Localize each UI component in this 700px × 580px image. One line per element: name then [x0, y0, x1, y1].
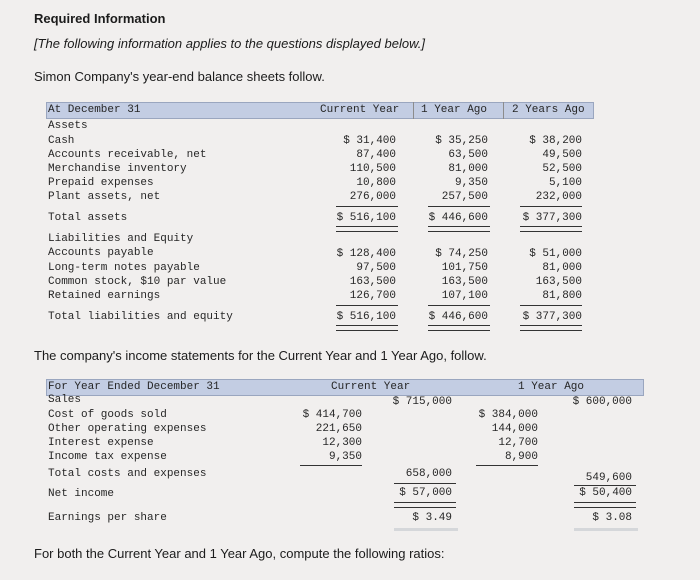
row-label: Plant assets, net	[48, 191, 161, 203]
cell-value: 12,700	[498, 437, 538, 449]
row-label: Accounts payable	[48, 247, 154, 259]
cell-value: 101,750	[441, 262, 488, 274]
double-rule	[428, 226, 490, 232]
sum-rule	[300, 465, 362, 466]
bs-col-1yr: 1 Year Ago	[421, 104, 488, 116]
row-label: Income tax expense	[48, 451, 167, 463]
sum-rule	[428, 305, 490, 306]
total-liab-value: $ 377,300	[522, 311, 582, 323]
footer-instruction: For both the Current Year and 1 Year Ago, compute the following ratios:	[34, 546, 445, 561]
double-rule	[336, 226, 398, 232]
cell-value: 221,650	[315, 423, 362, 435]
cell-value: 9,350	[454, 177, 488, 189]
sum-rule	[476, 465, 538, 466]
eps-underline	[394, 528, 458, 531]
cell-value: 12,300	[322, 437, 362, 449]
double-rule	[520, 226, 582, 232]
row-label: Retained earnings	[48, 290, 161, 302]
row-label: Common stock, $10 par value	[48, 276, 227, 288]
sum-rule	[394, 483, 456, 484]
cell-value: 87,400	[356, 149, 396, 161]
balance-intro: Simon Company's year-end balance sheets follow.	[34, 69, 325, 84]
total-liab-label: Total liabilities and equity	[48, 311, 233, 323]
info-note: [The following information applies to the questions displayed below.]	[34, 36, 425, 51]
row-label: Other operating expenses	[48, 423, 207, 435]
cell-value: $ 128,400	[336, 248, 396, 260]
eps-label: Earnings per share	[48, 512, 167, 524]
double-rule	[574, 502, 636, 508]
income-intro: The company's income statements for the Current Year and 1 Year Ago, follow.	[34, 348, 487, 363]
row-label: Prepaid expenses	[48, 177, 154, 189]
total-liab-value: $ 446,600	[428, 311, 488, 323]
header-divider	[413, 102, 414, 119]
cell-value: 144,000	[491, 423, 538, 435]
row-label: Cost of goods sold	[48, 409, 167, 421]
is-col-current: Current Year	[331, 381, 411, 393]
cell-value: 49,500	[542, 149, 582, 161]
bs-col-2yr: 2 Years Ago	[512, 104, 585, 116]
sales-current: $ 715,000	[392, 396, 452, 408]
cell-value: 10,800	[356, 177, 396, 189]
cell-value: 81,000	[448, 163, 488, 175]
row-label: Cash	[48, 135, 75, 147]
cell-value: 232,000	[535, 191, 582, 203]
cell-value: 9,350	[328, 451, 362, 463]
cell-value: 52,500	[542, 163, 582, 175]
total-assets-value: $ 377,300	[522, 212, 582, 224]
row-label: Long-term notes payable	[48, 262, 200, 274]
cell-value: 163,500	[349, 276, 396, 288]
double-rule	[520, 325, 582, 331]
total-costs-prior: 549,600	[585, 472, 632, 484]
row-label: Accounts receivable, net	[48, 149, 207, 161]
sum-rule	[520, 206, 582, 207]
total-assets-value: $ 446,600	[428, 212, 488, 224]
eps-underline	[574, 528, 638, 531]
row-label: Merchandise inventory	[48, 163, 187, 175]
cell-value: $ 51,000	[529, 248, 582, 260]
cell-value: 63,500	[448, 149, 488, 161]
cell-value: 81,800	[542, 290, 582, 302]
cell-value: 110,500	[349, 163, 396, 175]
sum-rule	[574, 485, 636, 486]
cell-value: 8,900	[504, 451, 538, 463]
sum-rule	[336, 305, 398, 306]
cell-value: 257,500	[441, 191, 488, 203]
cell-value: $ 31,400	[343, 135, 396, 147]
cell-value: $ 74,250	[435, 248, 488, 260]
cell-value: $ 38,200	[529, 135, 582, 147]
liab-heading: Liabilities and Equity	[48, 233, 194, 245]
net-income-current: $ 57,000	[399, 487, 452, 499]
cell-value: 163,500	[535, 276, 582, 288]
cell-value: $ 414,700	[302, 409, 362, 421]
cell-value: 81,000	[542, 262, 582, 274]
bs-col-current: Current Year	[320, 104, 400, 116]
cell-value: 163,500	[441, 276, 488, 288]
is-col-prior: 1 Year Ago	[518, 381, 585, 393]
cell-value: 276,000	[349, 191, 396, 203]
cell-value: 5,100	[548, 177, 582, 189]
required-info-heading: Required Information	[34, 11, 166, 26]
sales-label: Sales	[48, 394, 82, 406]
sum-rule	[428, 206, 490, 207]
total-costs-current: 658,000	[405, 468, 452, 480]
sum-rule	[336, 206, 398, 207]
row-label: Interest expense	[48, 437, 154, 449]
cell-value: $ 384,000	[478, 409, 538, 421]
net-income-prior: $ 50,400	[579, 487, 632, 499]
assets-heading: Assets	[48, 120, 88, 132]
double-rule	[428, 325, 490, 331]
cell-value: $ 35,250	[435, 135, 488, 147]
total-assets-label: Total assets	[48, 212, 128, 224]
double-rule	[394, 502, 456, 508]
net-income-label: Net income	[48, 488, 115, 500]
cell-value: 97,500	[356, 262, 396, 274]
total-costs-label: Total costs and expenses	[48, 468, 207, 480]
eps-prior: $ 3.08	[592, 512, 632, 524]
total-assets-value: $ 516,100	[336, 212, 396, 224]
total-liab-value: $ 516,100	[336, 311, 396, 323]
cell-value: 107,100	[441, 290, 488, 302]
eps-current: $ 3.49	[412, 512, 452, 524]
bs-head-label: At December 31	[48, 104, 141, 116]
sum-rule	[520, 305, 582, 306]
cell-value: 126,700	[349, 290, 396, 302]
double-rule	[336, 325, 398, 331]
header-divider	[503, 102, 504, 119]
is-head-label: For Year Ended December 31	[48, 381, 220, 393]
sales-prior: $ 600,000	[572, 396, 632, 408]
